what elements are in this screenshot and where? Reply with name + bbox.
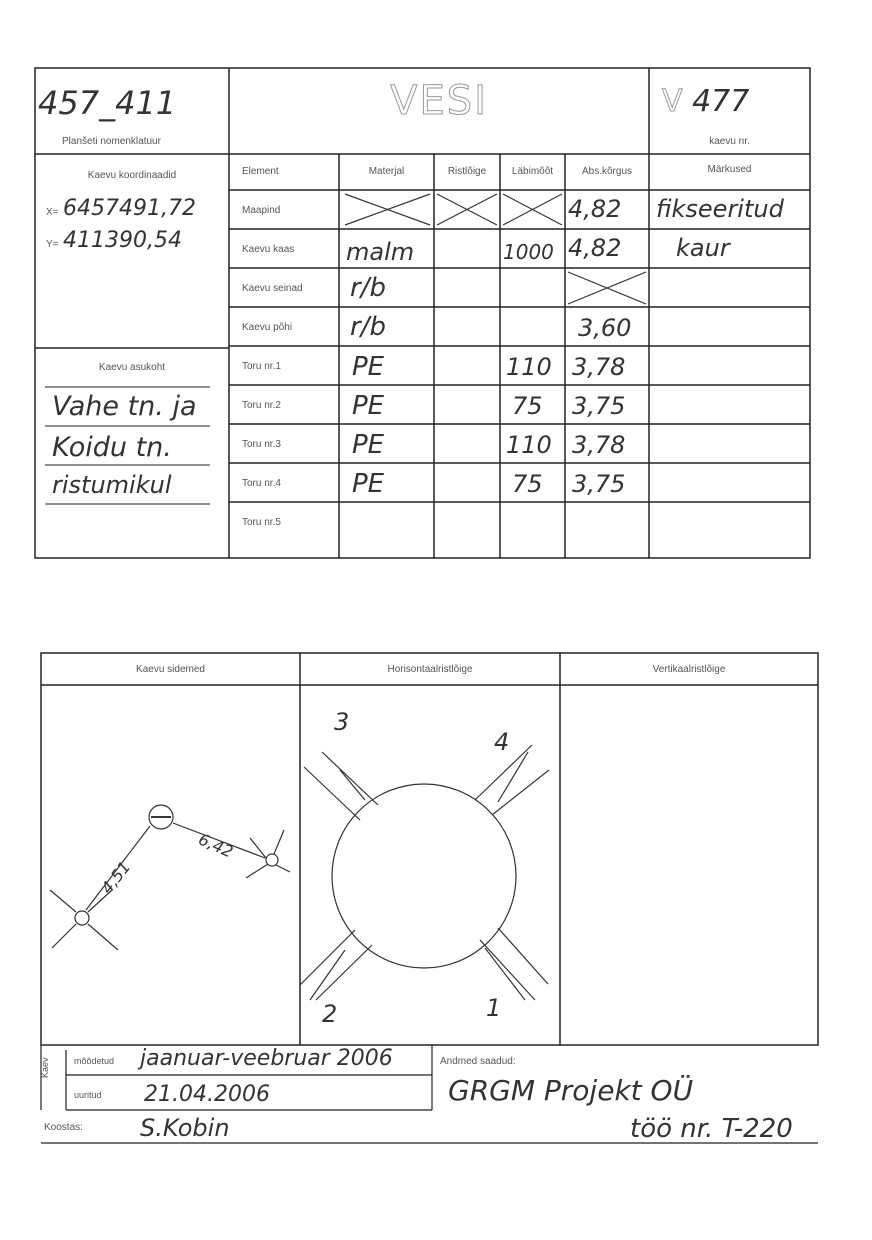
row-element: Toru nr.3 bbox=[242, 439, 281, 450]
pipe-label: 4 bbox=[494, 728, 510, 756]
cell-diameter: 75 bbox=[512, 470, 543, 498]
cell-abs: 3,75 bbox=[572, 392, 626, 420]
well-prefix: V bbox=[662, 84, 683, 119]
row-element: Toru nr.1 bbox=[242, 361, 281, 372]
row-element: Maapind bbox=[242, 205, 281, 216]
coordinates-label: Kaevu koordinaadid bbox=[87, 170, 177, 181]
pipe-label: 3 bbox=[334, 708, 350, 736]
col-header: Märkused bbox=[707, 164, 752, 175]
surveyed-label: mõõdetud bbox=[74, 1056, 115, 1066]
side-label: Kaev bbox=[40, 1057, 50, 1078]
y-value: 411390,54 bbox=[62, 228, 182, 253]
cell-abs: 3,78 bbox=[572, 431, 626, 459]
cell-abs: 4,82 bbox=[568, 234, 622, 262]
horizontal-section-sketch bbox=[300, 745, 549, 1000]
location-label: Kaevu asukoht bbox=[98, 362, 166, 373]
well-number-label: kaevu nr. bbox=[709, 136, 750, 147]
col-header: Abs.kõrgus bbox=[581, 166, 633, 177]
cell-diameter: 1000 bbox=[503, 240, 554, 264]
cell-material: r/b bbox=[350, 312, 386, 342]
compiler-value: S.Kobin bbox=[140, 1114, 230, 1142]
y-coordinate bbox=[46, 228, 182, 253]
page-title: VESI bbox=[390, 78, 488, 124]
x-value: 6457491,72 bbox=[62, 196, 196, 221]
cell-abs: 3,78 bbox=[572, 353, 626, 381]
compiler-label: Koostas: bbox=[44, 1122, 83, 1133]
surveyed-value: jaanuar-veebruar 2006 bbox=[140, 1046, 393, 1071]
cell-abs: 3,75 bbox=[572, 470, 626, 498]
cell-material: PE bbox=[352, 430, 385, 460]
distance-label: 6,42 bbox=[195, 829, 236, 862]
cell-material: PE bbox=[352, 391, 385, 421]
updated-value: 21.04.2006 bbox=[144, 1082, 270, 1107]
col-header: Element bbox=[242, 166, 279, 177]
col-header: Läbimõõt bbox=[511, 166, 554, 177]
cell-diameter: 75 bbox=[512, 392, 543, 420]
horizontal-section-label: Horisontaalristlõige bbox=[387, 664, 473, 675]
col-header: Materjal bbox=[368, 166, 405, 177]
distance-label: 4,51 bbox=[97, 857, 135, 898]
cell-notes: kaur bbox=[676, 234, 730, 262]
vertical-section-label: Vertikaalristlõige bbox=[652, 664, 726, 675]
data-from-value: GRGM Projekt OÜ bbox=[448, 1074, 694, 1107]
data-from-label: Andmed saadud: bbox=[440, 1056, 516, 1067]
location-line: Vahe tn. ja bbox=[52, 391, 197, 422]
pipe-label: 1 bbox=[486, 994, 502, 1022]
row-element: Kaevu kaas bbox=[242, 244, 295, 255]
row-element: Toru nr.5 bbox=[242, 517, 281, 528]
cell-diameter: 110 bbox=[506, 353, 552, 381]
cell-material: PE bbox=[352, 352, 385, 382]
cell-notes: fikseeritud bbox=[656, 195, 784, 223]
col-header: Ristlõige bbox=[447, 166, 487, 177]
location-line: ristumikul bbox=[52, 471, 172, 499]
updated-label: uuritud bbox=[74, 1090, 102, 1100]
cell-abs: 4,82 bbox=[568, 195, 622, 223]
nomenclature-value: 457_411 bbox=[38, 84, 177, 122]
x-coordinate bbox=[46, 196, 196, 221]
connections-sketch bbox=[50, 805, 290, 950]
job-number: töö nr. T-220 bbox=[630, 1114, 793, 1144]
row-element: Kaevu põhi bbox=[242, 322, 293, 333]
y-label: Y= bbox=[46, 239, 59, 250]
cell-material: PE bbox=[352, 469, 385, 499]
well-number: 477 bbox=[692, 84, 750, 119]
cell-diameter: 110 bbox=[506, 431, 552, 459]
row-element: Toru nr.4 bbox=[242, 478, 281, 489]
location-line: Koidu tn. bbox=[52, 432, 172, 463]
connections-label: Kaevu sidemed bbox=[136, 664, 205, 675]
row-element: Toru nr.2 bbox=[242, 400, 281, 411]
cell-abs: 3,60 bbox=[578, 314, 632, 342]
cell-material: malm bbox=[346, 238, 415, 266]
pipe-label: 2 bbox=[322, 1000, 338, 1028]
well-number-block bbox=[662, 84, 749, 119]
cell-material: r/b bbox=[350, 273, 386, 303]
row-element: Kaevu seinad bbox=[242, 283, 303, 294]
nomenclature-label: Planšeti nomenklatuur bbox=[62, 136, 161, 147]
x-label: X= bbox=[46, 207, 59, 218]
